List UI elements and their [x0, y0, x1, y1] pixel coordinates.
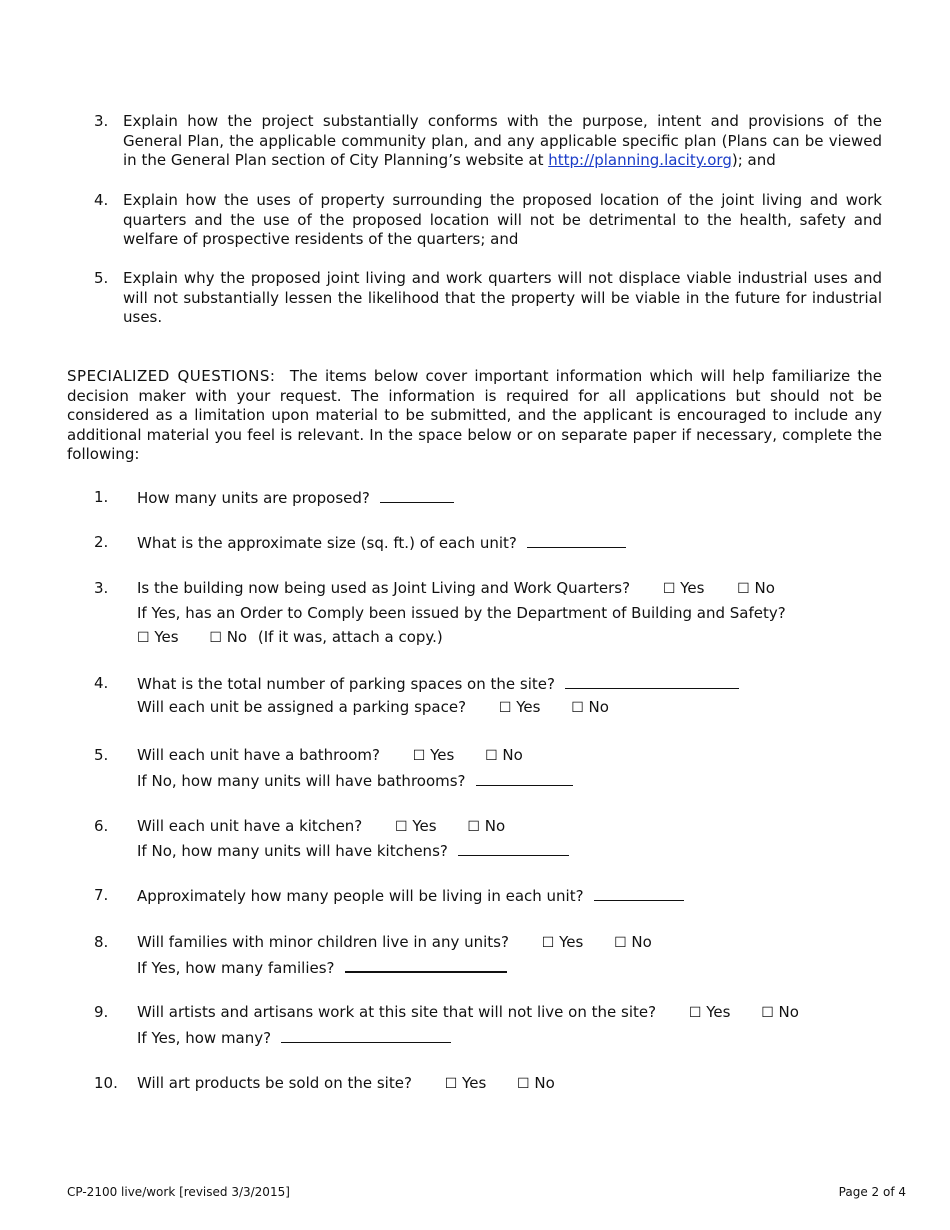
question-text: Will each unit have a kitchen?	[137, 817, 363, 835]
question-3	[137, 579, 775, 597]
no-label: No	[754, 579, 775, 597]
question-3-sub: If Yes, has an Order to Comply been issued by the Department of Building and Safety?	[137, 604, 786, 622]
question-9-sub	[137, 1028, 451, 1047]
no-label: No	[226, 628, 248, 646]
yes-label: Yes	[516, 698, 541, 716]
checkbox-icon[interactable]: ☐	[541, 935, 555, 951]
question-number: 6.	[94, 817, 109, 835]
question-number: 4.	[94, 674, 109, 692]
question-5	[137, 746, 523, 764]
no-label: No	[502, 746, 523, 764]
question-sub-text: Will each unit be assigned a parking space?	[137, 698, 467, 716]
checkbox-icon[interactable]: ☐	[517, 1076, 530, 1092]
families-count-field[interactable]	[345, 957, 507, 973]
intro-item-5: Explain why the proposed joint living and work quarters will not displace viable industrial uses and will not substantially lessen the likelihood that the property will be viable in the future for industrial uses.	[123, 269, 882, 326]
checkbox-icon[interactable]: ☐	[137, 630, 150, 646]
q3b-yes-option[interactable]	[137, 628, 179, 646]
question-text: What is the total number of parking spaces on the site?	[137, 675, 555, 693]
yes-label: Yes	[706, 1003, 731, 1021]
question-number: 1.	[94, 488, 109, 506]
people-per-unit-field[interactable]	[594, 886, 684, 901]
question-text: Is the building now being used as Joint Living and Work Quarters?	[137, 579, 631, 597]
question-text: Will each unit have a bathroom?	[137, 746, 380, 764]
checkbox-icon[interactable]: ☐	[571, 700, 584, 716]
parking-spaces-field[interactable]	[565, 674, 739, 689]
q4-no-option[interactable]	[571, 698, 609, 716]
checkbox-icon[interactable]: ☐	[209, 630, 222, 646]
q8-yes-option[interactable]	[542, 933, 584, 951]
checkbox-icon[interactable]: ☐	[688, 1005, 702, 1021]
no-label: No	[631, 933, 652, 951]
yes-label: Yes	[430, 746, 455, 764]
q5-yes-option[interactable]	[413, 746, 455, 764]
yes-label: Yes	[680, 579, 705, 597]
question-number: 9.	[94, 1003, 109, 1021]
question-3-sub-options	[137, 628, 443, 646]
question-1	[137, 488, 454, 507]
yes-label: Yes	[412, 817, 437, 835]
item-text-end: ); and	[731, 151, 776, 169]
q9-yes-option[interactable]	[689, 1003, 731, 1021]
question-2	[137, 533, 626, 552]
question-text: Approximately how many people will be living in each unit?	[137, 887, 584, 905]
checkbox-icon[interactable]: ☐	[412, 748, 426, 764]
question-10	[137, 1074, 555, 1092]
yes-label: Yes	[462, 1074, 487, 1092]
q6-no-option[interactable]	[467, 817, 505, 835]
question-number: 5.	[94, 746, 109, 764]
page-number: Page 2 of 4	[838, 1185, 906, 1199]
specialized-intro	[67, 367, 882, 465]
question-text: Will families with minor children live in any units?	[137, 933, 509, 951]
question-number: 7.	[94, 886, 109, 904]
no-label: No	[534, 1074, 555, 1092]
question-sub-text: If No, how many units will have bathrooms?	[137, 772, 466, 790]
question-4	[137, 674, 739, 693]
checkbox-icon[interactable]: ☐	[737, 581, 750, 597]
question-8-sub	[137, 957, 507, 977]
q4-yes-option[interactable]	[499, 698, 541, 716]
unit-size-field[interactable]	[527, 533, 626, 548]
units-proposed-field[interactable]	[380, 488, 454, 503]
question-sub-text: If No, how many units will have kitchens?	[137, 842, 448, 860]
artists-count-field[interactable]	[281, 1028, 451, 1043]
q8-no-option[interactable]	[614, 933, 652, 951]
question-7	[137, 886, 684, 905]
question-text: What is the approximate size (sq. ft.) of each unit?	[137, 534, 517, 552]
question-number: 10.	[94, 1074, 118, 1092]
no-label: No	[484, 817, 506, 835]
q9-no-option[interactable]	[761, 1003, 799, 1021]
question-5-sub	[137, 771, 573, 790]
planning-website-link[interactable]: http://planning.lacity.org	[548, 151, 732, 169]
item-number: 3.	[94, 112, 109, 130]
question-number: 2.	[94, 533, 109, 551]
checkbox-icon[interactable]: ☐	[498, 700, 512, 716]
question-sub-text: If Yes, how many families?	[137, 959, 335, 977]
checkbox-icon[interactable]: ☐	[614, 935, 627, 951]
q10-yes-option[interactable]	[445, 1074, 487, 1092]
question-text: How many units are proposed?	[137, 489, 370, 507]
checkbox-icon[interactable]: ☐	[395, 819, 408, 835]
intro-item-3	[123, 112, 882, 171]
q6-yes-option[interactable]	[395, 817, 437, 835]
item-number: 4.	[94, 191, 109, 209]
question-9	[137, 1003, 799, 1021]
yes-label: Yes	[154, 628, 179, 646]
q10-no-option[interactable]	[517, 1074, 555, 1092]
no-label: No	[778, 1003, 799, 1021]
specialized-text: The items below cover important information which will help familiarize the decision maker with your request. The information is required for all applications but should not be considered as a limitation upon material to be submitted, and the applicant is encouraged to include any additional material you feel is relevant. In the space below or on separate paper if necessary, complete the following:	[67, 367, 882, 463]
yes-label: Yes	[559, 933, 584, 951]
specialized-heading: SPECIALIZED QUESTIONS:	[67, 367, 276, 385]
question-6	[137, 817, 505, 835]
q3b-no-option[interactable]	[209, 628, 247, 646]
question-6-sub	[137, 841, 569, 860]
question-text: Will art products be sold on the site?	[137, 1074, 412, 1092]
question-text: Will artists and artisans work at this site that will not live on the site?	[137, 1003, 657, 1021]
question-number: 8.	[94, 933, 109, 951]
no-label: No	[588, 698, 609, 716]
checkbox-icon[interactable]: ☐	[485, 748, 498, 764]
q5-no-option[interactable]	[485, 746, 523, 764]
kitchens-count-field[interactable]	[458, 841, 569, 856]
question-sub-text: If Yes, how many?	[137, 1029, 272, 1047]
q3-no-option[interactable]	[737, 579, 775, 597]
checkbox-icon[interactable]: ☐	[444, 1076, 458, 1092]
bathrooms-count-field[interactable]	[476, 771, 573, 786]
checkbox-icon[interactable]: ☐	[761, 1005, 774, 1021]
question-4-sub	[137, 698, 609, 716]
attach-copy-note: (If it was, attach a copy.)	[257, 628, 443, 646]
q3-yes-option[interactable]	[663, 579, 705, 597]
question-8	[137, 933, 652, 951]
item-text: Explain how the project substantially conforms with the purpose, intent and provisions of the General Plan, the applicable community plan, and any applicable specific plan (Plans can be viewed in the General Plan section of City Planning’s website at	[123, 112, 882, 169]
checkbox-icon[interactable]: ☐	[662, 581, 676, 597]
form-id: CP-2100 live/work [revised 3/3/2015]	[67, 1185, 290, 1199]
checkbox-icon[interactable]: ☐	[467, 819, 480, 835]
question-number: 3.	[94, 579, 109, 597]
item-number: 5.	[94, 269, 109, 287]
intro-item-4: Explain how the uses of property surrounding the proposed location of the joint living and work quarters and the use of the proposed location will not be detrimental to the health, safety and welfare of prospective residents of the quarters; and	[123, 191, 882, 248]
